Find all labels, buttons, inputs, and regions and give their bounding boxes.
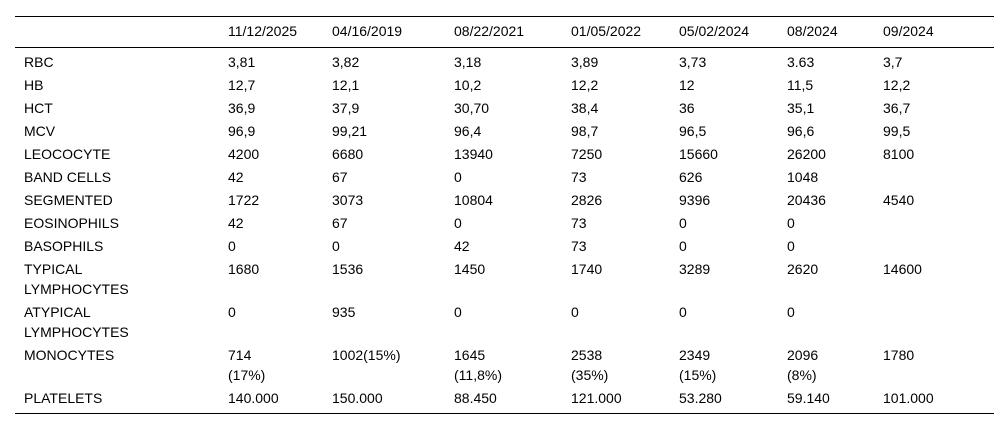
data-cell: 1536: [332, 261, 364, 277]
data-cell: 1780: [883, 347, 915, 363]
data-cell: 42: [228, 169, 244, 185]
data-cell: 2538 (35%): [571, 347, 609, 383]
row-label: MCV: [24, 123, 56, 139]
data-cell: 73: [571, 238, 587, 254]
table-header: [15, 17, 994, 48]
data-cell: 140.000: [228, 386, 332, 414]
data-cell: 53.280: [679, 386, 787, 414]
header-cell-date: 08/22/2021: [454, 17, 571, 48]
lab-results-table: [15, 16, 994, 414]
row-label: MONOCYTES: [24, 347, 115, 363]
data-cell: 35,1: [787, 100, 815, 116]
data-cell: 96,6: [787, 123, 815, 139]
data-cell: 2620: [787, 261, 819, 277]
data-cell: [883, 211, 994, 234]
data-cell: 0: [454, 215, 462, 231]
row-label: TYPICAL LYMPHOCYTES: [24, 261, 129, 297]
data-cell: 6680: [332, 146, 364, 162]
row-label: LEOCOCYTE: [24, 146, 111, 162]
data-cell: 30,70: [454, 100, 490, 116]
data-cell: 73: [571, 215, 587, 231]
data-cell: 3,82: [332, 54, 360, 70]
data-cell: 15660: [679, 146, 718, 162]
data-cell: 0: [787, 238, 795, 254]
row-label: RBC: [24, 54, 54, 70]
data-cell: 98,7: [571, 123, 599, 139]
data-cell: 14600: [883, 261, 922, 277]
data-cell: 12,2: [883, 77, 911, 93]
data-cell: 0: [228, 304, 236, 320]
header-cell-date: 05/02/2024: [679, 17, 787, 48]
row-label: SEGMENTED: [24, 192, 113, 208]
data-cell: 3289: [679, 261, 711, 277]
header-cell-date: 09/2024: [883, 17, 994, 48]
data-cell: 0: [228, 238, 236, 254]
data-cell: 935: [332, 304, 356, 320]
data-cell: 99,21: [332, 123, 368, 139]
table-row: [15, 165, 994, 188]
table-row: [15, 343, 994, 386]
table-row: [15, 300, 994, 343]
data-cell: 0: [571, 304, 579, 320]
table-row: [15, 119, 994, 142]
data-cell: 73: [571, 169, 587, 185]
data-cell: 2349 (15%): [679, 347, 717, 383]
row-label: EOSINOPHILS: [24, 215, 119, 231]
lab-results-table-container: [15, 16, 985, 414]
data-cell: 121.000: [571, 386, 679, 414]
header-cell-date: 04/16/2019: [332, 17, 454, 48]
data-cell: [883, 300, 994, 343]
data-cell: 101.000: [883, 386, 994, 414]
data-cell: 8100: [883, 146, 915, 162]
data-cell: 3,89: [571, 54, 599, 70]
data-cell: 38,4: [571, 100, 599, 116]
table-row: [15, 142, 994, 165]
table-row: [15, 386, 994, 414]
data-cell: 10,2: [454, 77, 482, 93]
table-row: [15, 48, 994, 74]
row-label: PLATELETS: [15, 386, 228, 414]
data-cell: [883, 234, 994, 257]
data-cell: 0: [679, 215, 687, 231]
data-cell: 12,7: [228, 77, 256, 93]
table-body: [15, 48, 994, 414]
data-cell: 3,81: [228, 54, 256, 70]
data-cell: 11,5: [787, 77, 814, 93]
data-cell: 626: [679, 169, 703, 185]
data-cell: 4200: [228, 146, 260, 162]
table-row: [15, 188, 994, 211]
data-cell: 1740: [571, 261, 603, 277]
data-cell: 59.140: [787, 386, 883, 414]
table-row: [15, 257, 994, 300]
data-cell: 2096 (8%): [787, 347, 819, 383]
data-cell: 3,7: [883, 54, 903, 70]
data-cell: 37,9: [332, 100, 360, 116]
data-cell: 10804: [454, 192, 493, 208]
table-row: [15, 73, 994, 96]
data-cell: 4540: [883, 192, 915, 208]
data-cell: 1450: [454, 261, 486, 277]
data-cell: 42: [228, 215, 244, 231]
data-cell: 0: [679, 304, 687, 320]
data-cell: 7250: [571, 146, 603, 162]
table-row: [15, 234, 994, 257]
row-label: BAND CELLS: [24, 169, 112, 185]
data-cell: 0: [454, 304, 462, 320]
data-cell: 96,4: [454, 123, 482, 139]
header-cell-date: 01/05/2022: [571, 17, 679, 48]
data-cell: 42: [454, 238, 470, 254]
data-cell: 96,9: [228, 123, 256, 139]
data-cell: 20436: [787, 192, 826, 208]
data-cell: 12,1: [332, 77, 360, 93]
data-cell: 26200: [787, 146, 826, 162]
row-label: HB: [24, 77, 44, 93]
data-cell: 3.63: [787, 54, 815, 70]
data-cell: 0: [454, 169, 462, 185]
data-cell: 12: [679, 77, 695, 93]
data-cell: 0: [679, 238, 687, 254]
data-cell: 0: [787, 215, 795, 231]
row-label: HCT: [24, 100, 53, 116]
data-cell: 67: [332, 169, 348, 185]
data-cell: 0: [787, 304, 795, 320]
data-cell: 99,5: [883, 123, 911, 139]
data-cell: 1048: [787, 169, 819, 185]
data-cell: 9396: [679, 192, 711, 208]
data-cell: 96,5: [679, 123, 707, 139]
data-cell: 13940: [454, 146, 493, 162]
data-cell: 12,2: [571, 77, 599, 93]
header-cell-date: 08/2024: [787, 17, 883, 48]
header-cell-date: 11/12/2025: [228, 17, 332, 48]
data-cell: 0: [332, 238, 340, 254]
data-cell: 1722: [228, 192, 260, 208]
data-cell: [883, 165, 994, 188]
row-label: BASOPHILS: [24, 238, 104, 254]
data-cell: 88.450: [454, 386, 571, 414]
table-row: [15, 211, 994, 234]
row-label: ATYPICAL LYMPHOCYTES: [24, 304, 129, 340]
data-cell: 1645 (11,8%): [454, 347, 502, 383]
data-cell: 36: [679, 100, 695, 116]
data-cell: 1680: [228, 261, 260, 277]
table-row: [15, 96, 994, 119]
data-cell: 3073: [332, 192, 364, 208]
data-cell: 36,7: [883, 100, 911, 116]
data-cell: 150.000: [332, 386, 454, 414]
header-cell-blank: [15, 17, 228, 48]
data-cell: 1002(15%): [332, 347, 401, 363]
data-cell: 714 (17%): [228, 347, 266, 383]
data-cell: 2826: [571, 192, 603, 208]
header-row: [15, 17, 994, 48]
data-cell: 36,9: [228, 100, 256, 116]
data-cell: 67: [332, 215, 348, 231]
data-cell: 3,73: [679, 54, 707, 70]
data-cell: 3,18: [454, 54, 482, 70]
